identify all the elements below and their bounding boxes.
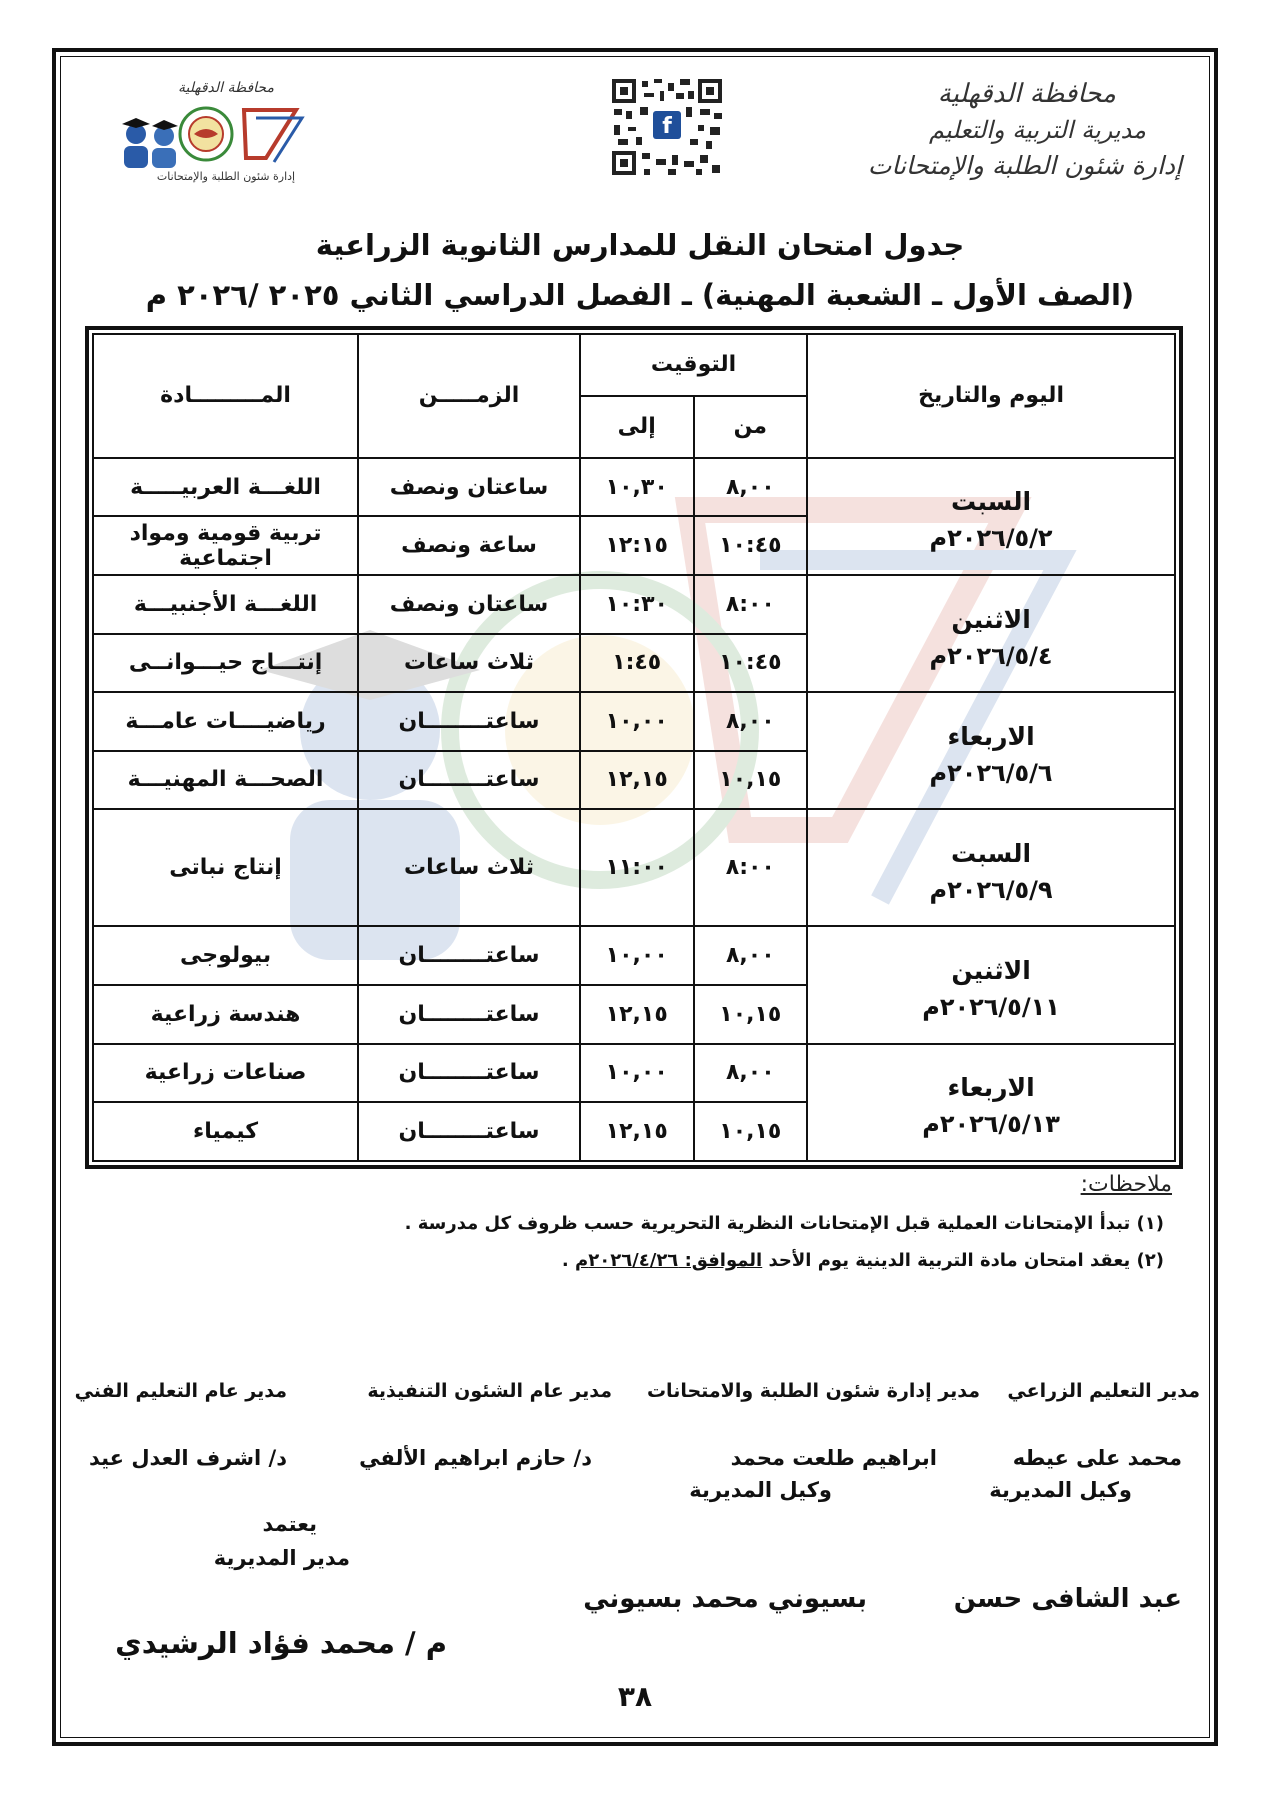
time-from-cell: ١٠,١٥ [694,985,808,1044]
day-date-cell [807,1044,1175,1161]
logo-bottom-text: إدارة شئون الطلبة والإمتحانات [156,170,296,183]
header-duration: الزمـــــن [358,334,580,458]
duration-cell: ساعتان ونصف [358,575,580,634]
exam-schedule-table [92,333,1176,1162]
directorate-logo [96,72,316,186]
table-row [93,692,1175,751]
time-from-cell: ٨,٠٠ [694,926,808,985]
subject-cell: صناعات زراعية [93,1044,358,1103]
subject-cell: الصحـــة المهنيـــة [93,751,358,810]
sig-title-affairs: مدير إدارة شئون الطلبة والامتحانات [646,1380,980,1402]
svg-text:f: f [662,114,672,139]
time-from-cell: ٨,٠٠ [694,692,808,751]
duration-cell: ساعتــــــــان [358,692,580,751]
duration-cell: ساعة ونصف [358,516,580,575]
page-title: جدول امتحان النقل للمدارس الثانوية الزراعية [315,228,965,262]
header-timing: التوقيت [580,334,807,396]
department-name: إدارة شئون الطلبة والإمتحانات [867,151,1182,180]
time-to-cell: ١٠,٠٠ [580,926,694,985]
sig-name-x2: بسيوني محمد بسيوني [583,1584,867,1614]
table-row [93,1044,1175,1103]
notes-heading: ملاحظات: [1080,1172,1172,1197]
exam-date: ٢٠٢٦/٥/٩م [929,875,1053,904]
day-name: السبت [951,838,1032,868]
approve-name: م / محمد فؤاد الرشيدي [115,1626,447,1660]
logo-top-text: محافظة الدقهلية [178,80,274,96]
duration-cell: ساعتــــــــان [358,1102,580,1161]
sig-name-x1: عبد الشافى حسن [953,1584,1182,1614]
note-2-date: الموافق: ٢٠٢٦/٤/٢٦م [575,1250,763,1271]
subject-cell: إنتاج نباتى [93,809,358,926]
governorate-name: محافظة الدقهلية [937,79,1116,109]
time-to-cell: ١٢,١٥ [580,751,694,810]
subject-cell: تربية قومية ومواد اجتماعية [93,516,358,575]
header-to: إلى [580,396,694,458]
sig-title-exec: مدير عام الشئون التنفيذية [367,1380,612,1402]
sig-name-1-role: وكيل المديرية [989,1478,1132,1502]
header-from: من [694,396,808,458]
exam-date: ٢٠٢٦/٥/١١م [922,993,1060,1022]
time-to-cell: ١٢:١٥ [580,516,694,575]
day-name: الاربعاء [947,1073,1035,1103]
subject-cell: اللغـــة الأجنبيـــة [93,575,358,634]
duration-cell: ثلاث ساعات [358,634,580,693]
exam-date: ٢٠٢٦/٥/١٣م [922,1110,1060,1139]
table-row [93,926,1175,985]
time-from-cell: ٨:٠٠ [694,575,808,634]
time-to-cell: ١:٤٥ [580,634,694,693]
duration-cell: ساعتــــــــان [358,751,580,810]
qr-code-icon [610,77,724,177]
exam-date: ٢٠٢٦/٥/٢م [929,524,1053,553]
time-from-cell: ١٠:٤٥ [694,516,808,575]
sig-name-4: د/ اشرف العدل عيد [88,1446,287,1470]
time-to-cell: ١٠,٣٠ [580,458,694,517]
note-2 [172,1250,1172,1271]
duration-cell: ثلاث ساعات [358,809,580,926]
header-text-block [852,76,1182,184]
day-date-cell [807,458,1175,575]
time-from-cell: ١٠,١٥ [694,751,808,810]
sig-title-tech: مدير عام التعليم الفني [74,1380,287,1402]
note-2-text: (٢) يعقد امتحان مادة التربية الدينية يوم الأحد [762,1250,1164,1271]
note-1: (١) تبدأ الإمتحانات العملية قبل الإمتحانات النظرية التحريرية حسب ظروف كل مدرسة . [404,1213,1164,1234]
time-to-cell: ١٢,١٥ [580,985,694,1044]
duration-cell: ساعتان ونصف [358,458,580,517]
time-from-cell: ١٠:٤٥ [694,634,808,693]
exam-date: ٢٠٢٦/٥/٤م [929,641,1053,670]
note-2-end: . [561,1250,576,1271]
directorate-name: مديرية التربية والتعليم [929,116,1146,144]
subject-cell: كيمياء [93,1102,358,1161]
notes-section [172,1172,1172,1271]
exam-date: ٢٠٢٦/٥/٦م [929,758,1053,787]
sig-name-1: محمد على عيطه [1012,1446,1182,1470]
subject-cell: إنتـــاج حيـــوانــى [93,634,358,693]
time-from-cell: ٨:٠٠ [694,809,808,926]
duration-cell: ساعتــــــــان [358,926,580,985]
time-to-cell: ١٠,٠٠ [580,692,694,751]
page-subtitle: (الصف الأول ـ الشعبة المهنية) ـ الفصل الدراسي الثاني ٢٠٢٥ /٢٠٢٦ م [145,278,1135,312]
time-from-cell: ٨,٠٠ [694,1044,808,1103]
sig-name-2-role: وكيل المديرية [689,1478,832,1502]
table-row [93,809,1175,926]
time-from-cell: ٨,٠٠ [694,458,808,517]
sig-name-2: ابراهيم طلعت محمد [730,1446,937,1470]
subject-cell: بيولوجى [93,926,358,985]
duration-cell: ساعتــــــــان [358,985,580,1044]
day-date-cell [807,809,1175,926]
table-row [93,575,1175,634]
sig-name-3: د/ حازم ابراهيم الألفي [359,1446,592,1470]
time-to-cell: ١٢,١٥ [580,1102,694,1161]
header-day-date: اليوم والتاريخ [807,334,1175,458]
day-date-cell [807,926,1175,1043]
duration-cell: ساعتــــــــان [358,1044,580,1103]
day-date-cell [807,575,1175,692]
day-name: الاربعاء [947,721,1035,751]
day-name: السبت [951,487,1032,517]
subject-cell: هندسة زراعية [93,985,358,1044]
page-number: ٣٨ [617,1680,653,1713]
day-name: الاثنين [951,604,1031,634]
day-name: الاثنين [951,956,1031,986]
time-to-cell: ١١:٠٠ [580,809,694,926]
time-from-cell: ١٠,١٥ [694,1102,808,1161]
approve-label: يعتمد [262,1512,317,1536]
sig-title-agri: مدير التعليم الزراعي [1007,1380,1200,1402]
time-to-cell: ١٠:٣٠ [580,575,694,634]
header-subject: المـــــــــادة [93,334,358,458]
subject-cell: اللغـــة العربيـــــة [93,458,358,517]
time-to-cell: ١٠,٠٠ [580,1044,694,1103]
approve-title: مدير المديرية [213,1546,350,1570]
subject-cell: رياضيــــات عامـــة [93,692,358,751]
day-date-cell [807,692,1175,809]
table-row [93,458,1175,517]
